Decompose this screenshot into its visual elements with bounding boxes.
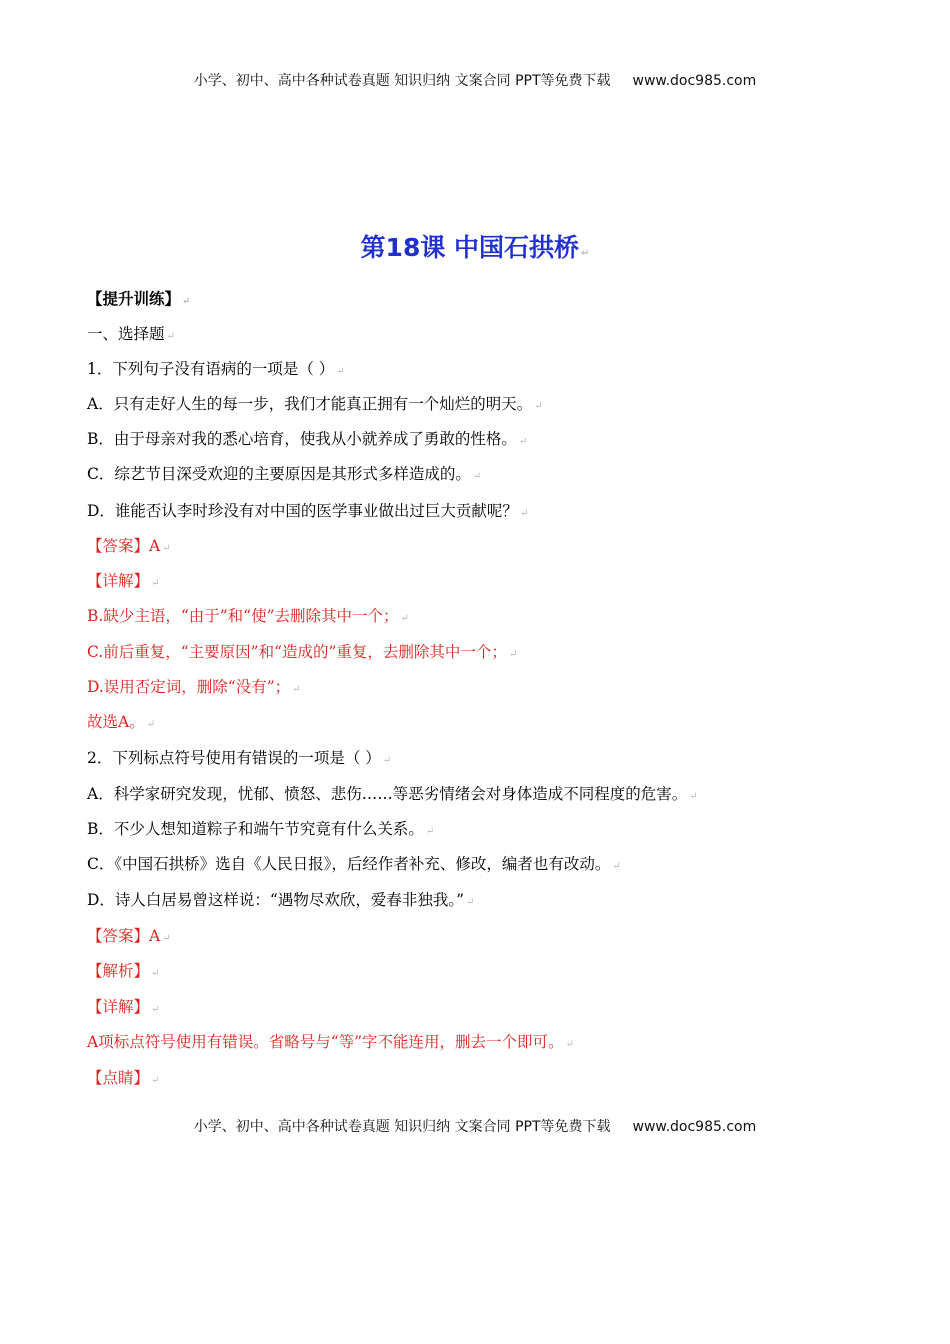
- line-10: C.前后重复，“主要原因”和“造成的”重复，去删除其中一个； ↵: [87, 643, 518, 661]
- footer-site-link[interactable]: www.doc985.com: [632, 1119, 757, 1135]
- line-22: 【点睛】 ↵: [87, 1069, 160, 1087]
- line-4: B．由于母亲对我的悉心培育，使我从小就养成了勇敢的性格。 ↵: [87, 430, 528, 448]
- line-15: B．不少人想知道粽子和端午节究竟有什么关系。 ↵: [87, 820, 435, 838]
- line-19: 【解析】 ↵: [87, 962, 160, 980]
- header-text: 小学、初中、高中各种试卷真题 知识归纳 文案合同 PPT等免费下载: [193, 73, 611, 89]
- lesson-title: 第18课 中国石拱桥 ↵: [360, 233, 590, 262]
- page-header: [0, 70, 950, 90]
- footer-text: 小学、初中、高中各种试卷真题 知识归纳 文案合同 PPT等免费下载: [193, 1119, 611, 1135]
- line-3: A．只有走好人生的每一步，我们才能真正拥有一个灿烂的明天。 ↵: [87, 395, 543, 413]
- line-8: 【详解】 ↵: [87, 572, 160, 590]
- line-21: A项标点符号使用有错误。省略号与“等”字不能连用，删去一个即可。 ↵: [87, 1033, 574, 1051]
- line-11: D.误用否定词，删除“没有”； ↵: [87, 678, 301, 696]
- line-20: 【详解】 ↵: [87, 998, 160, 1016]
- line-16: C．《中国石拱桥》选自《人民日报》，后经作者补充、修改，编者也有改动。 ↵: [87, 855, 621, 873]
- line-17: D．诗人白居易曾这样说：“遇物尽欢欣，爱春非独我。” ↵: [87, 891, 475, 909]
- line-18: 【答案】A ↵: [87, 927, 171, 945]
- line-0: 【提升训练】 ↵: [87, 289, 191, 308]
- line-14: A．科学家研究发现，忧郁、愤怒、悲伤……等恶劣情绪会对身体造成不同程度的危害。 ↵: [87, 785, 698, 803]
- line-2: 1．下列句子没有语病的一项是（ ） ↵: [87, 360, 345, 378]
- line-7: 【答案】A ↵: [87, 537, 171, 555]
- line-9: B.缺少主语，“由于”和“使”去删除其中一个； ↵: [87, 607, 409, 625]
- line-1: 一、选择题 ↵: [87, 325, 175, 343]
- line-13: 2．下列标点符号使用有错误的一项是（ ） ↵: [87, 749, 392, 767]
- header-site-link[interactable]: www.doc985.com: [632, 73, 757, 89]
- line-12: 故选A。 ↵: [87, 713, 156, 731]
- line-5: C．综艺节目深受欢迎的主要原因是其形式多样造成的。 ↵: [87, 465, 482, 483]
- page-footer: [0, 1116, 950, 1136]
- line-6: D．谁能否认李时珍没有对中国的医学事业做出过巨大贡献呢？ ↵: [87, 502, 529, 520]
